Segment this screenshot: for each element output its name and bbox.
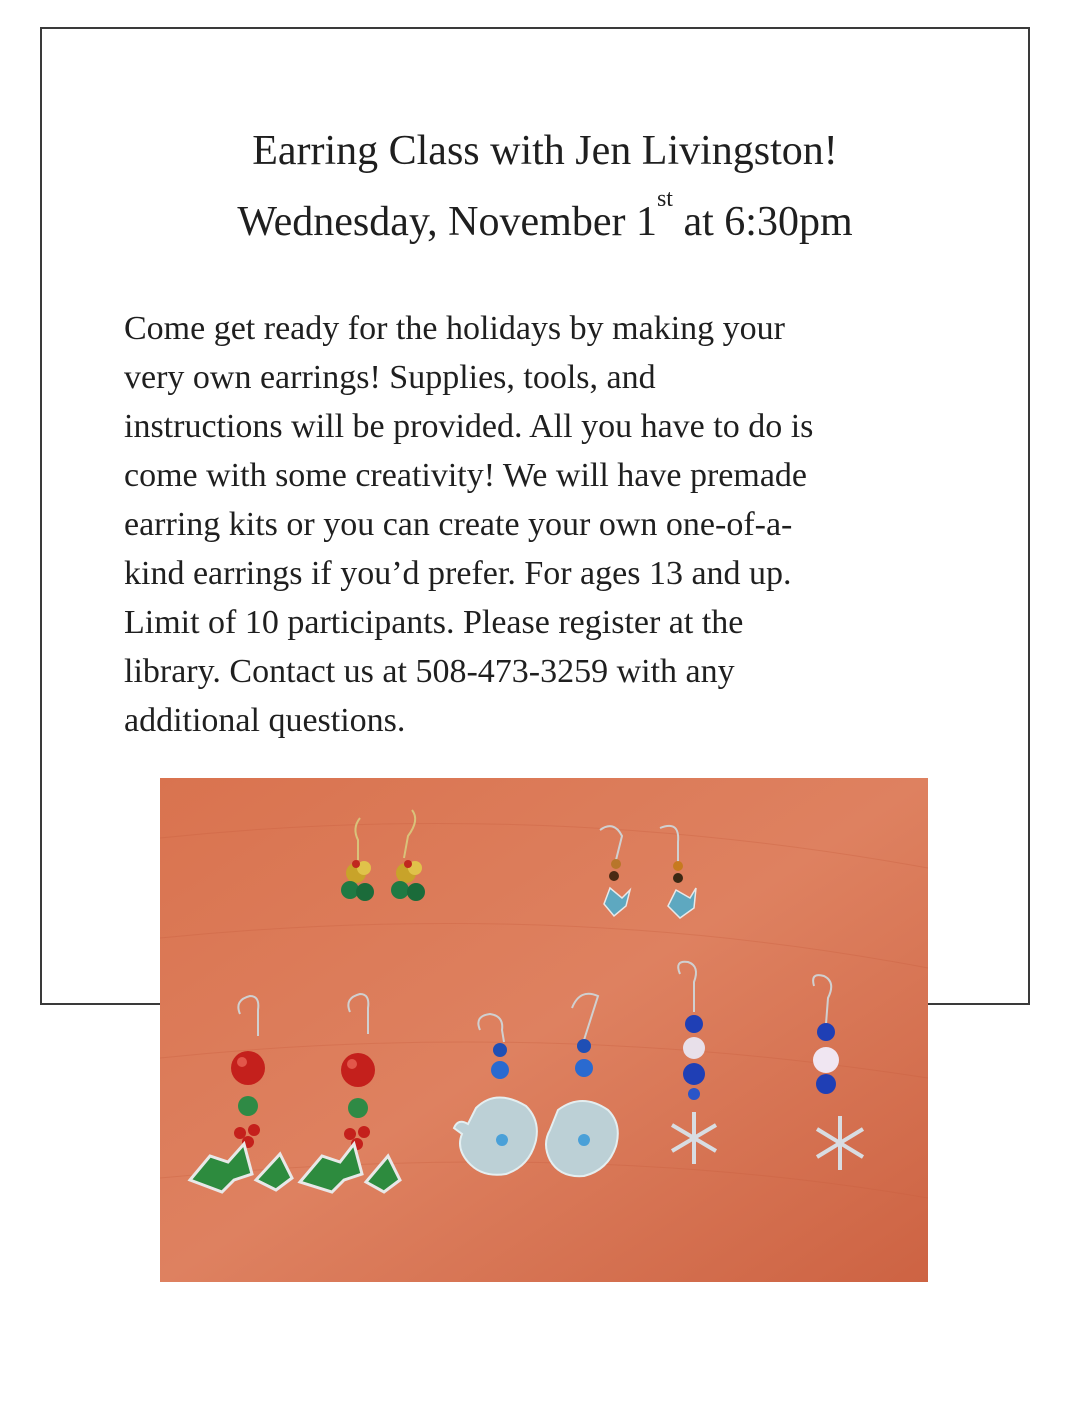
title-line-1: Earring Class with Jen Livingston! — [252, 128, 838, 174]
description-line: kind earrings if you’d prefer. For ages 13 and up. — [124, 555, 792, 592]
earrings-photo — [160, 778, 928, 1282]
title-date-suffix: st — [656, 186, 673, 213]
description-line: come with some creativity! We will have premade — [124, 457, 808, 494]
description-line: Limit of 10 participants. Please register at the — [124, 604, 744, 641]
flyer-description — [124, 304, 964, 745]
description-line: very own earrings! Supplies, tools, and — [124, 359, 656, 396]
description-line: library. Contact us at 508-473-3259 with any — [124, 653, 735, 690]
description-line: earring kits or you can create your own one-of-a- — [124, 506, 793, 543]
description-line: instructions will be provided. All you have to do is — [124, 408, 814, 445]
description-line: Come get ready for the holidays by making your — [124, 310, 785, 347]
title-time: at 6:30pm — [672, 199, 853, 246]
title-line-2 — [40, 187, 1050, 258]
earrings-illustration — [160, 778, 928, 1282]
flyer-title — [40, 116, 1050, 259]
title-date: Wednesday, November 1 — [237, 199, 657, 246]
description-line: additional questions. — [124, 702, 406, 739]
